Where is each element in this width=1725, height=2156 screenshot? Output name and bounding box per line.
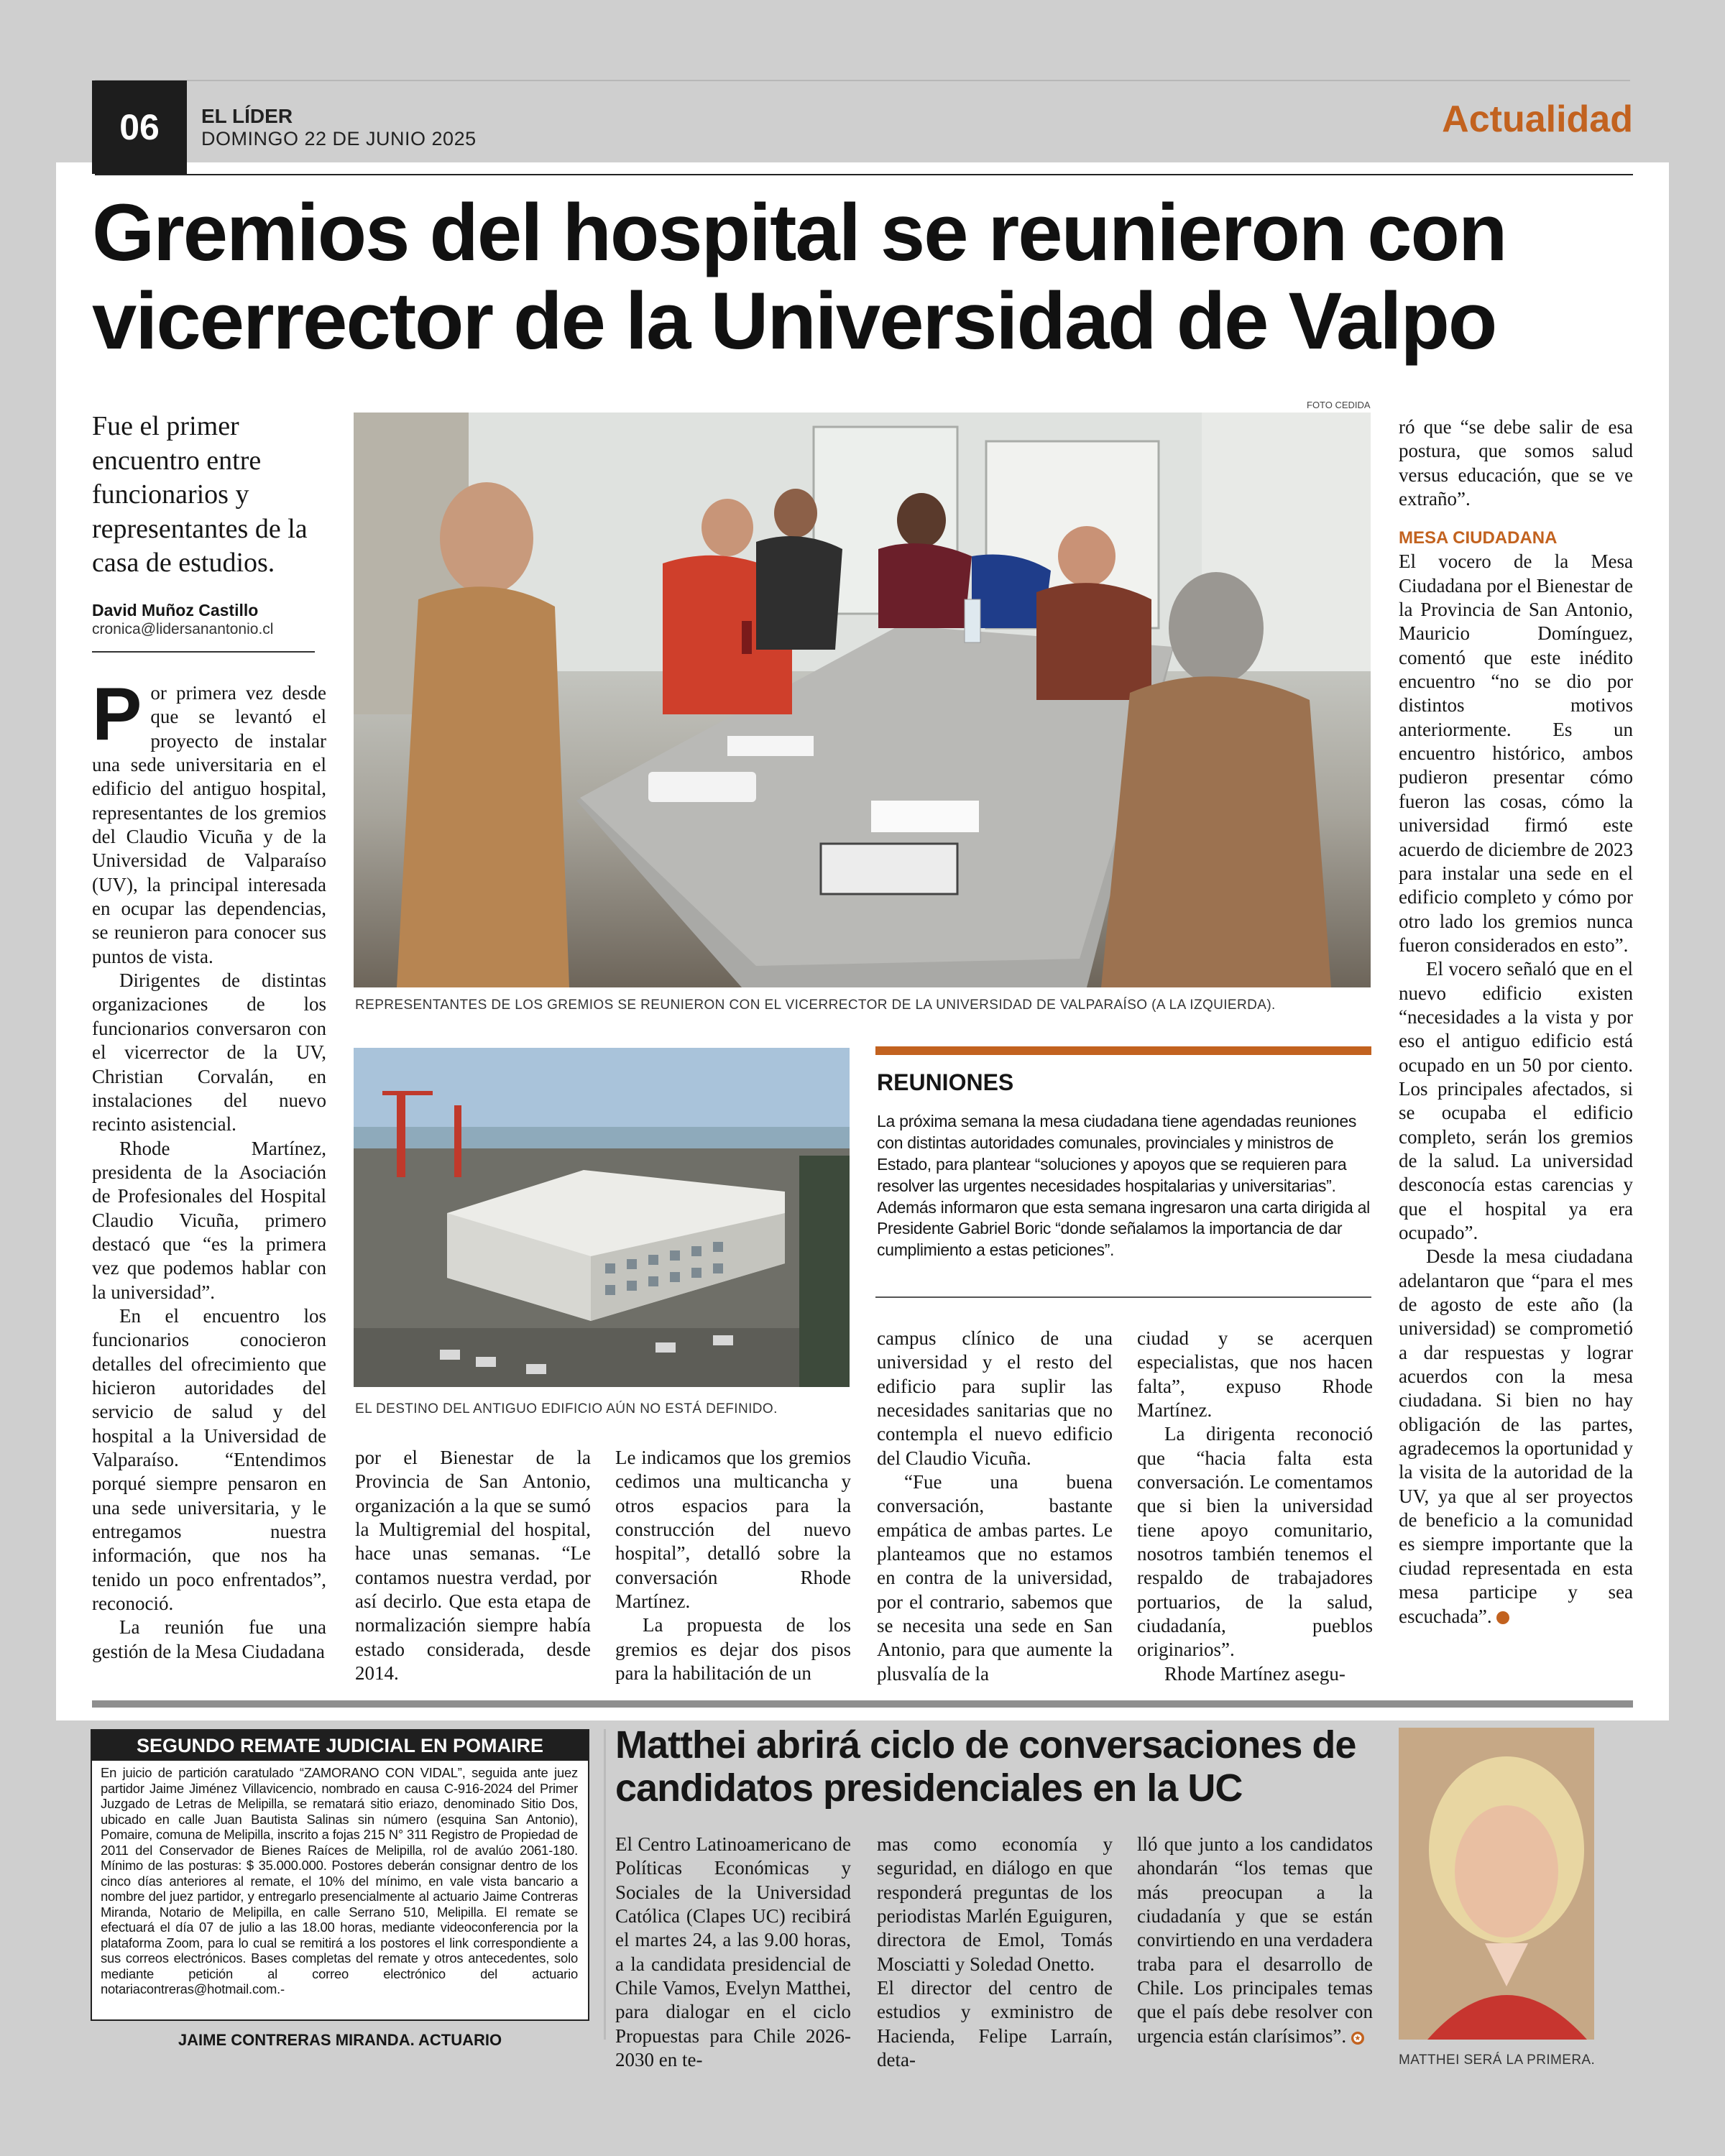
drop-cap: P xyxy=(92,673,142,756)
headline-line-1: Gremios del hospital se reunieron con xyxy=(92,188,1506,277)
box-bottom-rule xyxy=(875,1296,1371,1298)
page-number: 06 xyxy=(92,80,187,174)
top-rule xyxy=(95,80,1630,81)
headline-line-2: vicerrector de la Universidad de Valpo xyxy=(92,276,1496,367)
paragraph: ciudad y se acerquen especialistas, que nos hacen falta”, expuso Rhode Martínez. xyxy=(1137,1327,1373,1422)
section-label: Actualidad xyxy=(1442,98,1633,140)
column-2 xyxy=(355,1446,591,1685)
paper-name: EL LÍDER xyxy=(201,105,293,127)
legal-notice-title: SEGUNDO REMATE JUDICIAL EN POMAIRE xyxy=(92,1731,588,1761)
photo2-caption: EL DESTINO DEL ANTIGUO EDIFICIO AÚN NO ESTÁ DEFINIDO. xyxy=(355,1401,778,1416)
paragraph: El vocero señaló que en el nuevo edificio existen “necesidades a la vista y por eso el antiguo edificio está ocupado en un 50 por ciento. Los principales afectados, si se ocupaba el edificio completo, serán los gremios de la salud. La universidad desconocía estas carencias y que el hospital ya era ocupado”. xyxy=(1399,958,1633,1243)
article2-headline: Matthei abrirá ciclo de conversaciones de candidatos presidenciales en la UC xyxy=(615,1723,1356,1810)
column-6 xyxy=(1399,415,1633,1628)
paragraph: Desde la mesa ciudadana adelantaron que “para el mes de agosto de este año (la universidad) se comprometió a dar respuestas y lograr acuerdos con la mesa ciudadana. Si bien no hay obligación de las partes, agradecemos la oportunidad y la visita de la autoridad de la UV, ya que al ser proyectos de beneficio a la comunidad es siempre importante que la ciudad representada en esta mesa participe y sea escuchada”. ✪ xyxy=(1399,1245,1633,1627)
paragraph: mas como economía y seguridad, en diálogo en que responderá preguntas de los periodistas Marlén Eguiguren, directora de Emol, Tomás Mosciatti y Soledad Onetto. xyxy=(877,1833,1113,1975)
meeting-photo xyxy=(354,413,1371,987)
box-accent-bar xyxy=(875,1046,1371,1055)
column-5 xyxy=(1137,1327,1373,1686)
paragraph: campus clínico de una universidad y el resto del edificio para suplir las necesidades sanitarias que no contempla el nuevo edificio del Claudio Vicuña. xyxy=(877,1327,1113,1469)
subhead-mesa-ciudadana: MESA CIUDADANA xyxy=(1399,528,1558,548)
paragraph: “Fue una buena conversación, bastante empática de ambas partes. Le planteamos que no estamos en contra de la universidad, por el contrario, sabemos que se necesita una sede en San Antonio, para que aumente la plusvalía de la xyxy=(877,1471,1113,1685)
headline xyxy=(92,188,1637,365)
section-rule xyxy=(95,174,1633,175)
column-3 xyxy=(615,1446,851,1685)
matthei-photo xyxy=(1399,1728,1594,2040)
legal-notice-signature: JAIME CONTRERAS MIRANDA. ACTUARIO xyxy=(178,2031,502,2049)
vertical-rule xyxy=(604,1729,606,2040)
box-text: La próxima semana la mesa ciudadana tiene agendadas reuniones con distintas autoridades comunales, provinciales y ministros de Estado, para plantear “soluciones y apoyos que se requieren para resolver las urgentes necesidades hospitalarias y universitarias”. Además informaron que esta semana ingresaron una carta dirigida al Presidente Gabriel Boric “donde señalamos la importancia de dar cumplimiento a estas peticiones”. xyxy=(877,1112,1370,1260)
column-4 xyxy=(877,1327,1113,1686)
article2-column-1 xyxy=(615,1833,851,2072)
author-rule xyxy=(92,651,315,653)
section-divider xyxy=(92,1700,1633,1708)
author-email: cronica@lidersanantonio.cl xyxy=(92,621,274,637)
paragraph: La dirigenta reconoció que “hacia falta esta conversación. Le comentamos que si bien la universidad tiene apoyo comunitario, nosotros también tenemos el respaldo de trabajadores portuarios, de la salud, ciudadanía, pueblos originarios”. xyxy=(1137,1423,1373,1661)
paragraph: En el encuentro los funcionarios conocieron detalles del ofrecimiento que hicieron autoridades del servicio de salud y del hospital a la Universidad de Valparaíso. “Entendimos porqué siempre pensaron en una sede universitaria, y le entregamos nuestra información, que nos ha tenido un poco enfrentados”, reconoció. xyxy=(92,1304,326,1615)
paragraph: El Centro Latinoamericano de Políticas Económicas y Sociales de la Universidad Católica (Clapes UC) recibirá el martes 24, a las 9.00 horas, a la candidata presidencial de Chile Vamos, Evelyn Matthei, para dialogar en el ciclo Propuestas para Chile 2026-2030 en te- xyxy=(615,1833,851,2071)
paragraph: El director del centro de estudios y exministro de Hacienda, Felipe Larraín, deta- xyxy=(877,1977,1113,2071)
end-mark-icon: ✪ xyxy=(1351,2032,1364,2045)
paragraph: por el Bienestar de la Provincia de San Antonio, organización a la que se sumó la Multigremial del hospital, hace unas semanas. “Le contamos nuestra verdad, por así decirlo. Que esta etapa de normalización siempre había estado considerada, desde 2014. xyxy=(355,1447,591,1685)
hospital-illustration xyxy=(354,1048,850,1387)
column-1 xyxy=(92,673,326,1664)
meeting-illustration xyxy=(354,413,1371,987)
paragraph: El vocero de la Mesa Ciudadana por el Bienestar de la Provincia de San Antonio, Mauricio Domínguez, comentó que este inédito encuentro “no se dio por distintos motivos anteriormente. Es un encuentro histórico, ambos pudieron presentar cómo fueron las cosas, cómo la universidad firmó este acuerdo de diciembre de 2023 para instalar una sede en el edificio completo y cómo por otro lado los gremios nunca fueron considerados en esto”. xyxy=(1399,550,1633,956)
article2-column-2 xyxy=(877,1833,1113,2072)
photo3-caption: MATTHEI SERÁ LA PRIMERA. xyxy=(1399,2053,1596,2068)
paragraph: La reunión fue una gestión de la Mesa Ciudadana xyxy=(92,1616,326,1662)
paragraph: Rhode Martínez asegu- xyxy=(1164,1662,1346,1685)
deck: Fue el primer encuentro entre funcionarios y representantes de la casa de estudios. xyxy=(92,411,308,578)
author-name: David Muñoz Castillo xyxy=(92,601,259,619)
paragraph: ró que “se debe salir de esa postura, que somos salud versus educación, que se ve extraño”. xyxy=(1399,416,1633,510)
paragraph: Dirigentes de distintas organizaciones de los funcionarios conversaron con el vicerrector de la UV, Christian Corvalán, en instalaciones del nuevo recinto asistencial. xyxy=(92,969,326,1135)
legal-notice-text: En juicio de partición caratulado “ZAMORANO CON VIDAL”, seguida ante juez partidor Jaime Jiménez Villavicencio, nombrado en causa C-916-2024 del Primer Juzgado de Letras de Melipilla, se rematará sitio eriazo, denominado Sitio Dos, ubicado en calle Juan Bautista Salinas sin número (esquina San Antonio), Pomaire, comuna de Melipilla, inscrito a fojas 215 N° 311 Registro de Propiedad de 2011 del Conservador de Bienes Raíces de Melipilla, rol de avalúo 2061-180. Mínimo de las posturas: $ 35.000.000. Postores deberán consignar dentro de los cinco días anteriores al remate, el 10% del mínimo, en vale vista bancario a nombre del juez partidor, y entregarlo presencialmente al actuario Jaime Contreras Miranda, Notario de Melipilla, en calle Serrano 510, Melipilla. El remate se efectuará el día 07 de julio a las 18.00 horas, mediante videoconferencia por la plataforma Zoom, para lo cual se remitirá a los postores el link correspondiente a sus correos electrónicos. Bases completas del remate y otros antecedentes, solo mediante petición al correo electrónico del actuario notariacontreras@hotmail.com.- xyxy=(101,1765,578,1997)
end-mark-icon: ✪ xyxy=(1496,1611,1509,1624)
photo-caption: REPRESENTANTES DE LOS GREMIOS SE REUNIERON CON EL VICERRECTOR DE LA UNIVERSIDAD DE VALPARAÍSO (A LA IZQUIERDA). xyxy=(355,998,1276,1013)
paragraph: lló que junto a los candidatos ahondarán “los temas que más preocupan a la ciudadanía y que se están convirtiendo en una verdadera traba para el desarrollo de Chile. Los principales temas que el país debe resolver con urgencia están clarísimos”. ✪ xyxy=(1137,1833,1373,2047)
lead-paragraph: Por primera vez desde que se levantó el proyecto de instalar una sede universitaria en el edificio del antiguo hospital, representantes de los gremios del Claudio Vicuña y de la Universidad de Valparaíso (UV), la principal interesada en ocupar las dependencias, se reunieron para conocer sus puntos de vista. xyxy=(92,673,326,967)
paragraph: La propuesta de los gremios es dejar dos pisos para la habilitación de un xyxy=(615,1614,851,1685)
paragraph: Rhode Martínez, presidenta de la Asociación de Profesionales del Hospital Claudio Vicuña, primero destacó que “es la primera vez que podemos hablar con la universidad”. xyxy=(92,1137,326,1303)
article2-column-3 xyxy=(1137,1833,1373,2048)
box-title: REUNIONES xyxy=(877,1069,1014,1095)
paragraph: Le indicamos que los gremios cedimos una multicancha y otros espacios para la construcción del nuevo hospital”, detalló sobre la conversación Rhode Martínez. xyxy=(615,1447,851,1613)
issue-date: DOMINGO 22 DE JUNIO 2025 xyxy=(201,128,477,149)
photo-credit: FOTO CEDIDA xyxy=(1307,400,1371,410)
hospital-photo xyxy=(354,1048,850,1387)
portrait-illustration xyxy=(1399,1728,1594,2040)
